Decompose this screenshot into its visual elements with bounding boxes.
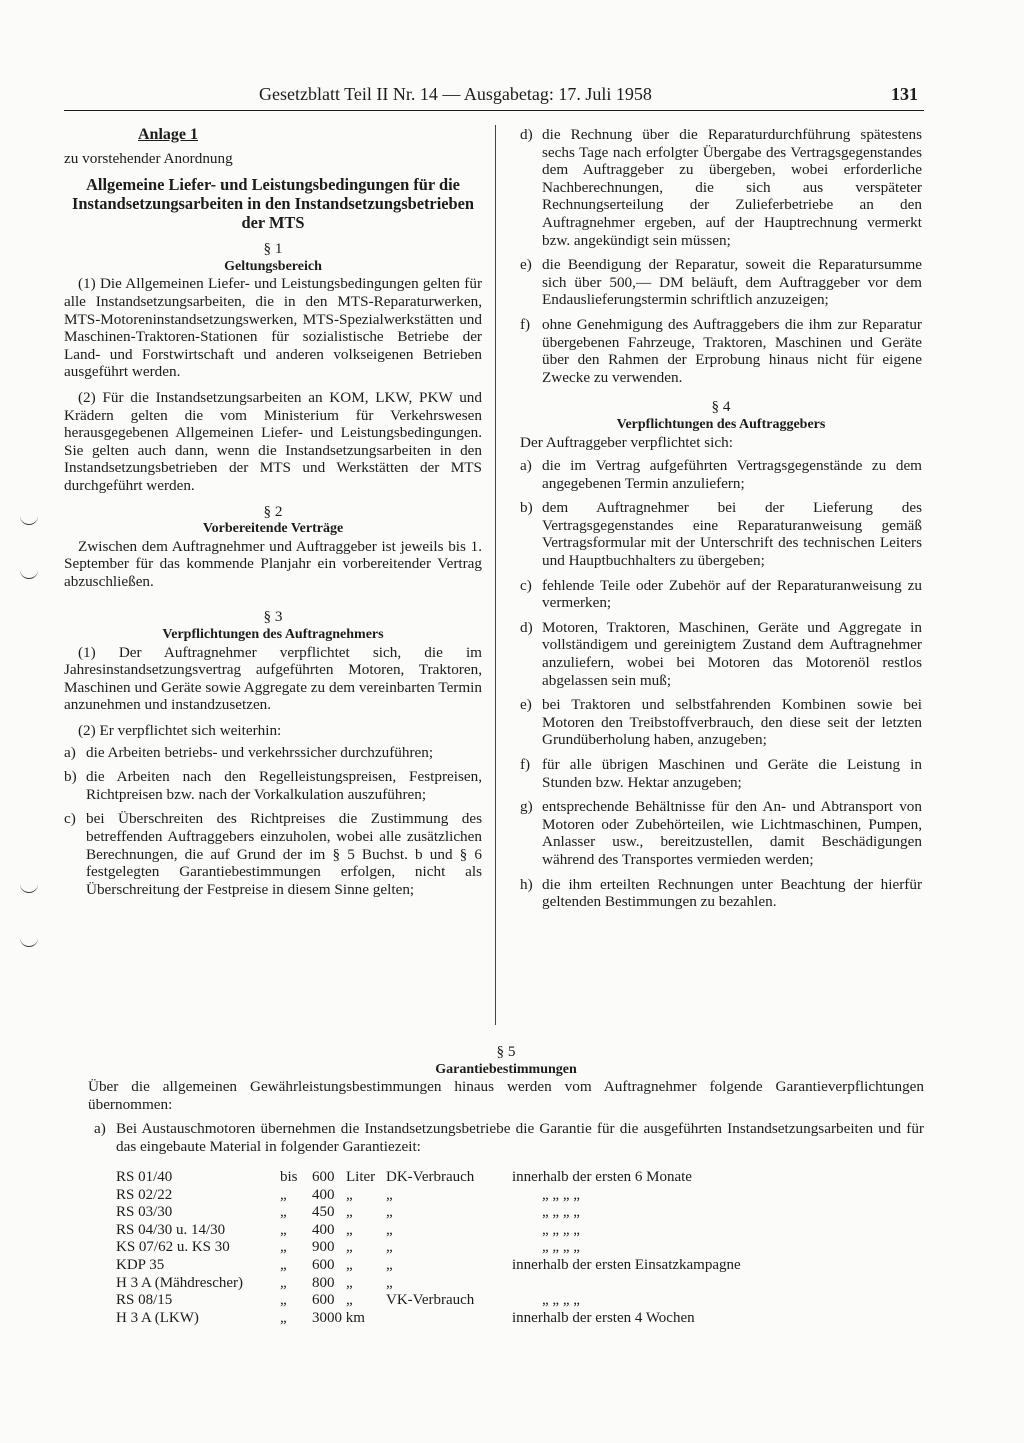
- section-2-para-1: Zwischen dem Auftragnehmer und Auftraggeber ist jeweils bis 1. September für das kommende Planjahr ein vorbereitender Vertrag abzuschließen.: [64, 537, 482, 590]
- amount: 800: [312, 1274, 335, 1291]
- item-label: e): [520, 256, 532, 274]
- kind: „: [386, 1239, 393, 1256]
- section-1-para-1: (1) Die Allgemeinen Liefer- und Leistungsbedingungen gelten für alle Instandsetzungsarbeiten, die in den MTS-Reparaturwerken, MTS-Motoreninstandsetzungswerken, MTS-Spezialwerkstätten und Maschinen-Traktoren-Stationen für sozialistische Betriebe der Land- und Forstwirtschaft und anderen volkseigenen Betrieben ausgeführt werden.: [64, 275, 482, 381]
- item-text: Bei Austauschmotoren übernehmen die Instandsetzungsbetriebe die Garantie für die ausgeführten Instandsetzungsarbeiten und für das eingebaute Material in folgender Garantiezeit:: [116, 1120, 924, 1155]
- list-item: [520, 696, 922, 749]
- item-text: entsprechende Behältnisse für den An- und Abtransport von Motoren oder Zubehörteilen, wie Lichtmaschinen, Pumpen, Anlasser usw., bereitzustellen, damit Beschädigungen während des Transportes vermieden werden;: [542, 798, 922, 868]
- unit: „: [346, 1239, 353, 1256]
- unit: „: [346, 1292, 353, 1309]
- list-item: [64, 768, 482, 803]
- section-2-number: § 2: [263, 502, 283, 520]
- item-label: a): [64, 743, 76, 761]
- item-label: h): [520, 875, 533, 893]
- amount: 600: [312, 1256, 335, 1273]
- item-text: bei Überschreiten des Richtpreises die Zustimmung des betreffenden Auftraggebers einzuholen, wobei alle zusätzlichen Berechnungen, die auf Grund der im § 5 Buchst. b und § 6 festgelegten Garantiebestimmungen erfolgen, nicht als Überschreitung der Festpreise in diesem Sinne gelten;: [86, 810, 482, 898]
- table-row: [116, 1275, 741, 1293]
- list-item: [94, 1120, 924, 1155]
- item-text: die Rechnung über die Reparaturdurchführung spätestens sechs Tage nach erfolgter Übergabe des Vertragsgegenstandes dem Auftraggeber zu übergeben, wobei erforderliche Nachberechnungen, die sich aus verspäteter Rechnungserteilung der Zulieferbetriebe an den Auftragnehmer ergeben, auf der Hauptrechnung vermerkt bzw. angekündigt sein müssen;: [542, 126, 922, 249]
- bis: „: [280, 1186, 287, 1203]
- item-label: a): [520, 457, 532, 475]
- bis: „: [280, 1309, 287, 1326]
- period: „ „ „ „: [542, 1204, 580, 1221]
- item-label: b): [64, 768, 77, 786]
- margin-mark: [20, 570, 38, 579]
- left-column: [64, 126, 482, 905]
- section-3-number: § 3: [263, 608, 283, 626]
- kind: „: [386, 1204, 393, 1221]
- list-item: [520, 876, 922, 911]
- kind: „: [386, 1274, 393, 1291]
- period: innerhalb der ersten 4 Wochen: [512, 1309, 695, 1326]
- amount: 450: [312, 1204, 335, 1221]
- section-5-intro: Über die allgemeinen Gewährleistungsbestimmungen hinaus werden vom Auftragnehmer folgende Garantieverpflichtungen übernommen:: [88, 1078, 924, 1113]
- period: [512, 1275, 741, 1293]
- section-3-para-2: (2) Er verpflichtet sich weiterhin:: [78, 722, 282, 740]
- annex-subheading: zu vorstehender Anordnung: [64, 149, 233, 167]
- section-4-intro: Der Auftraggeber verpflichtet sich:: [520, 433, 733, 451]
- bis: bis: [280, 1169, 298, 1185]
- table-row: [116, 1257, 741, 1275]
- amount: 600: [312, 1292, 335, 1309]
- item-text: ohne Genehmigung des Auftraggebers die ihm zur Reparatur übergebenen Fahrzeuge, Traktoren, Maschinen und Geräte über den Rahmen der Erprobung hinaus nicht für eigene Zwecke zu verwenden.: [542, 315, 922, 386]
- item-label: d): [520, 126, 533, 143]
- bis: „: [280, 1274, 287, 1291]
- item-label: g): [520, 798, 533, 816]
- amount: 400: [312, 1186, 335, 1203]
- section-1-number: § 1: [263, 240, 283, 258]
- list-item: [520, 499, 922, 569]
- section-5-number: § 5: [496, 1043, 516, 1060]
- table-row: [116, 1222, 741, 1240]
- guarantee-table: [116, 1169, 741, 1327]
- list-item: [520, 126, 922, 249]
- engine-type: H 3 A (LKW): [116, 1309, 199, 1326]
- margin-mark: [20, 938, 38, 947]
- item-text: die im Vertrag aufgeführten Vertragsgegenstände zu dem angegebenen Termin anzuliefern;: [542, 457, 922, 492]
- page-number: 131: [891, 84, 918, 104]
- margin-mark: [20, 516, 38, 525]
- table-row: [116, 1204, 741, 1222]
- item-text: für alle übrigen Maschinen und Geräte die Leistung in Stunden bzw. Hektar anzugeben;: [542, 756, 922, 791]
- engine-type: RS 04/30 u. 14/30: [116, 1221, 226, 1238]
- bis: „: [280, 1221, 287, 1238]
- bis: „: [280, 1256, 287, 1273]
- item-label: c): [520, 576, 532, 594]
- item-text: die Arbeiten nach den Regelleistungspreisen, Festpreisen, Richtpreisen bzw. nach der Vorkalkulation auszuführen;: [86, 768, 482, 803]
- list-item: [520, 619, 922, 689]
- item-text: fehlende Teile oder Zubehör auf der Reparaturanweisung zu vermerken;: [542, 576, 922, 612]
- kind: VK-Verbrauch: [386, 1292, 475, 1309]
- item-text: bei Traktoren und selbstfahrenden Kombinen sowie bei Motoren den Treibstoffverbrauch, den diese seit der letzten Grundüberholung haben, anzugeben;: [542, 696, 922, 749]
- unit: „: [346, 1204, 353, 1221]
- engine-type: RS 08/15: [116, 1292, 173, 1309]
- kind: „: [386, 1256, 393, 1273]
- list-item: [520, 798, 922, 868]
- table-row: [116, 1169, 741, 1187]
- right-column: [520, 126, 922, 918]
- item-label: c): [64, 810, 76, 828]
- section-3-para-1: (1) Der Auftragnehmer verpflichtet sich, die im Jahresinstandsetzungsvertrag aufgeführten Motoren, Traktoren, Maschinen und Geräte sowie Aggregate zu dem vereinbarten Termin anzunehmen und instandzusetzen.: [64, 643, 482, 714]
- amount: 400: [312, 1221, 335, 1238]
- annex-heading: Anlage 1: [138, 126, 198, 143]
- item-text: die Arbeiten betriebs- und verkehrssicher durchzuführen;: [86, 743, 434, 761]
- header-title: Gesetzblatt Teil II Nr. 14 — Ausgabetag: 17. Juli 1958: [259, 84, 652, 104]
- engine-type: RS 03/30: [116, 1204, 173, 1221]
- list-item: [520, 256, 922, 309]
- unit: „: [346, 1274, 353, 1291]
- section-4-title: Verpflichtungen des Auftraggebers: [616, 416, 826, 432]
- kind: DK-Verbrauch: [386, 1169, 475, 1185]
- engine-type: KDP 35: [116, 1256, 165, 1273]
- unit: „: [346, 1256, 353, 1273]
- item-label: a): [94, 1120, 106, 1138]
- period: „ „ „ „: [542, 1221, 580, 1238]
- item-label: f): [520, 756, 531, 773]
- section-5: [88, 1043, 924, 1163]
- item-text: Motoren, Traktoren, Maschinen, Geräte und Aggregate in vollständigem und gereinigtem Zustand dem Auftragnehmer anzuliefern, wobei bei Motoren das Motorenöl restlos abgelassen sein muß;: [542, 618, 922, 689]
- section-1-para-2: (2) Für die Instandsetzungsarbeiten an KOM, LKW, PKW und Krädern gelten die vom Ministerium für Verkehrswesen herausgegebenen Allgemeinen Liefer- und Leistungsbedingungen. Sie gelten auch dann, wenn die Instandsetzungsarbeiten in den Instandsetzungsbetrieben der MTS und Werkstätten der MTS durchgeführt werden.: [64, 388, 482, 494]
- bis: „: [280, 1292, 287, 1309]
- amount: 3000 km: [312, 1309, 365, 1326]
- engine-type: RS 01/40: [116, 1169, 173, 1185]
- item-label: e): [520, 696, 532, 714]
- margin-mark: [20, 884, 38, 893]
- unit: Liter: [346, 1169, 376, 1185]
- section-1-title: Geltungsbereich: [224, 258, 322, 274]
- bis: „: [280, 1204, 287, 1221]
- document-title: Allgemeine Liefer- und Leistungsbedingungen für die Instandsetzungsarbeiten in den Instandsetzungsbetrieben der MTS: [71, 175, 475, 233]
- period: innerhalb der ersten 6 Monate: [512, 1169, 692, 1185]
- amount: 600: [312, 1169, 335, 1185]
- list-item: [64, 744, 482, 762]
- period: „ „ „ „: [542, 1186, 580, 1203]
- section-5-title: Garantiebestimmungen: [435, 1061, 577, 1077]
- engine-type: H 3 A (Mähdrescher): [116, 1274, 244, 1291]
- list-item: [64, 810, 482, 898]
- period: „ „ „ „: [542, 1239, 580, 1256]
- item-text: die Beendigung der Reparatur, soweit die Reparatursumme sich über 500,— DM beläuft, dem Auftraggeber vor dem Endauslieferungstermin schriftlich anzuzeigen;: [542, 256, 922, 309]
- page-header: [64, 84, 924, 111]
- bis: „: [280, 1239, 287, 1256]
- amount: 900: [312, 1239, 335, 1256]
- kind: „: [386, 1186, 393, 1203]
- unit: „: [346, 1186, 353, 1203]
- item-text: dem Auftragnehmer bei der Lieferung des Vertragsgegenstandes eine Reparaturanweisung gemäß Vertragsformular mit der Unterschrift des technischen Leiters und Hauptbuchhalters zu übergeben;: [542, 499, 922, 570]
- list-item: [520, 457, 922, 492]
- kind: [386, 1310, 512, 1328]
- list-item: [520, 756, 922, 791]
- unit: „: [346, 1221, 353, 1238]
- section-2-title: Vorbereitende Verträge: [202, 521, 344, 537]
- table-row: [116, 1187, 741, 1205]
- item-label: d): [520, 618, 533, 636]
- item-label: b): [520, 499, 533, 517]
- engine-type: KS 07/62 u. KS 30: [116, 1239, 230, 1256]
- list-item: [520, 316, 922, 386]
- list-item: [520, 577, 922, 612]
- period: „ „ „ „: [542, 1292, 580, 1309]
- table-row: [116, 1310, 741, 1328]
- table-row: [116, 1239, 741, 1257]
- kind: „: [386, 1221, 393, 1238]
- item-text: die ihm erteilten Rechnungen unter Beachtung der hierfür geltenden Bestimmungen zu bezahlen.: [542, 875, 922, 911]
- item-label: f): [520, 315, 531, 333]
- table-row: [116, 1292, 741, 1310]
- section-4-number: § 4: [711, 398, 731, 416]
- column-divider: [495, 125, 496, 1025]
- period: innerhalb der ersten Einsatzkampagne: [512, 1256, 741, 1273]
- engine-type: RS 02/22: [116, 1186, 173, 1203]
- section-3-title: Verpflichtungen des Auftragnehmers: [162, 627, 384, 643]
